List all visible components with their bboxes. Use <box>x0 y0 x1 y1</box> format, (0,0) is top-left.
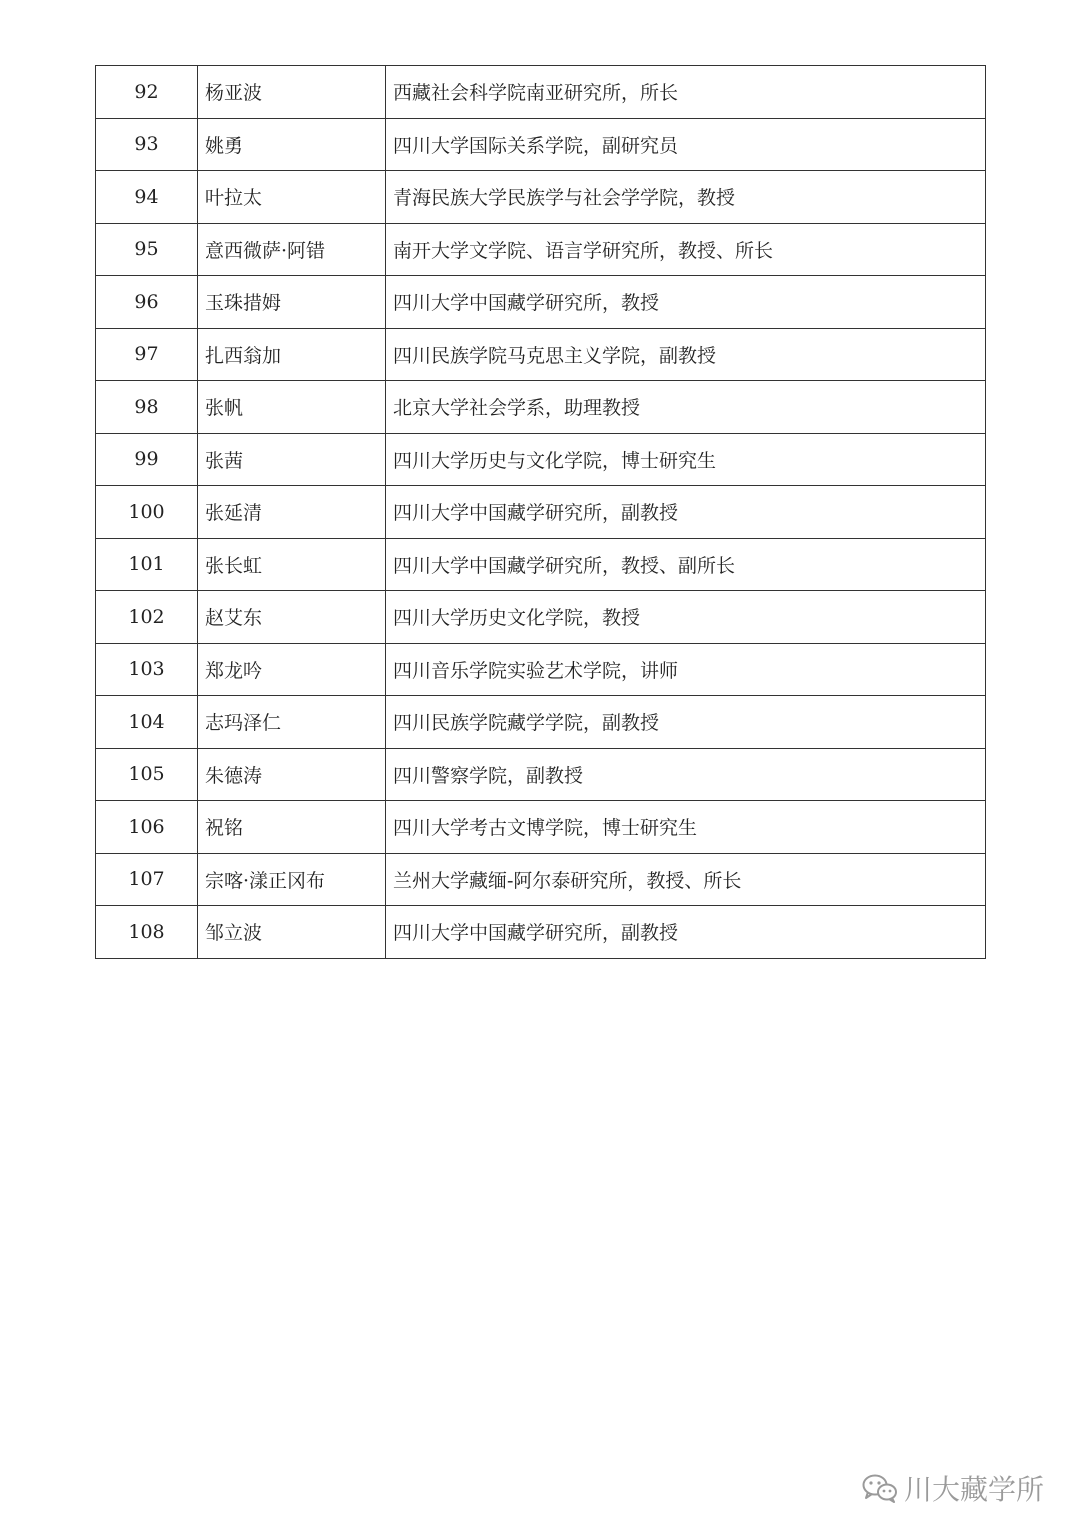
participant-affiliation: 四川大学中国藏学研究所，副教授 <box>386 906 986 959</box>
participant-name: 张延清 <box>198 486 386 539</box>
participant-affiliation: 四川大学考古文博学院，博士研究生 <box>386 801 986 854</box>
row-number: 102 <box>96 591 198 644</box>
table-row <box>96 433 986 486</box>
table-row <box>96 591 986 644</box>
watermark-text: 川大藏学所 <box>903 1473 1044 1506</box>
participant-name: 张茜 <box>198 433 386 486</box>
row-number: 94 <box>96 171 198 224</box>
table-row <box>96 276 986 329</box>
row-number: 97 <box>96 328 198 381</box>
participant-affiliation: 南开大学文学院、语言学研究所，教授、所长 <box>386 223 986 276</box>
row-number: 104 <box>96 696 198 749</box>
table-row <box>96 906 986 959</box>
row-number: 93 <box>96 118 198 171</box>
participant-affiliation: 兰州大学藏缅-阿尔泰研究所，教授、所长 <box>386 853 986 906</box>
participant-table <box>95 65 986 959</box>
participant-affiliation: 四川大学中国藏学研究所，教授、副所长 <box>386 538 986 591</box>
table-row <box>96 223 986 276</box>
row-number: 92 <box>96 66 198 119</box>
participant-name: 志玛泽仁 <box>198 696 386 749</box>
participant-name: 扎西翁加 <box>198 328 386 381</box>
table-row <box>96 853 986 906</box>
participant-affiliation: 四川民族学院藏学学院，副教授 <box>386 696 986 749</box>
table-row <box>96 118 986 171</box>
participant-name: 郑龙吟 <box>198 643 386 696</box>
table-row <box>96 696 986 749</box>
row-number: 96 <box>96 276 198 329</box>
table-row <box>96 643 986 696</box>
participant-affiliation: 四川警察学院，副教授 <box>386 748 986 801</box>
participant-affiliation: 青海民族大学民族学与社会学学院，教授 <box>386 171 986 224</box>
row-number: 108 <box>96 906 198 959</box>
participant-name: 叶拉太 <box>198 171 386 224</box>
participant-affiliation: 北京大学社会学系，助理教授 <box>386 381 986 434</box>
row-number: 98 <box>96 381 198 434</box>
table-row <box>96 328 986 381</box>
participant-name: 朱德涛 <box>198 748 386 801</box>
table-row <box>96 381 986 434</box>
participant-name: 姚勇 <box>198 118 386 171</box>
row-number: 107 <box>96 853 198 906</box>
participant-affiliation: 四川大学国际关系学院，副研究员 <box>386 118 986 171</box>
row-number: 103 <box>96 643 198 696</box>
row-number: 99 <box>96 433 198 486</box>
participant-name: 宗喀·漾正冈布 <box>198 853 386 906</box>
participant-name: 意西微萨·阿错 <box>198 223 386 276</box>
row-number: 101 <box>96 538 198 591</box>
table-row <box>96 66 986 119</box>
participant-name: 赵艾东 <box>198 591 386 644</box>
participant-affiliation: 西藏社会科学院南亚研究所，所长 <box>386 66 986 119</box>
participant-name: 张帆 <box>198 381 386 434</box>
wechat-watermark <box>862 1468 1044 1508</box>
participant-name: 玉珠措姆 <box>198 276 386 329</box>
participant-affiliation: 四川民族学院马克思主义学院，副教授 <box>386 328 986 381</box>
participant-name: 杨亚波 <box>198 66 386 119</box>
participant-table-body <box>96 66 986 959</box>
participant-affiliation: 四川大学历史与文化学院，博士研究生 <box>386 433 986 486</box>
row-number: 106 <box>96 801 198 854</box>
row-number: 100 <box>96 486 198 539</box>
participant-name: 邹立波 <box>198 906 386 959</box>
participant-affiliation: 四川大学历史文化学院，教授 <box>386 591 986 644</box>
participant-affiliation: 四川音乐学院实验艺术学院，讲师 <box>386 643 986 696</box>
wechat-icon <box>862 1473 898 1503</box>
participant-affiliation: 四川大学中国藏学研究所，副教授 <box>386 486 986 539</box>
row-number: 95 <box>96 223 198 276</box>
participant-name: 祝铭 <box>198 801 386 854</box>
table-row <box>96 748 986 801</box>
row-number: 105 <box>96 748 198 801</box>
participant-affiliation: 四川大学中国藏学研究所，教授 <box>386 276 986 329</box>
table-row <box>96 171 986 224</box>
table-row <box>96 538 986 591</box>
table-row <box>96 801 986 854</box>
participant-name: 张长虹 <box>198 538 386 591</box>
table-row <box>96 486 986 539</box>
